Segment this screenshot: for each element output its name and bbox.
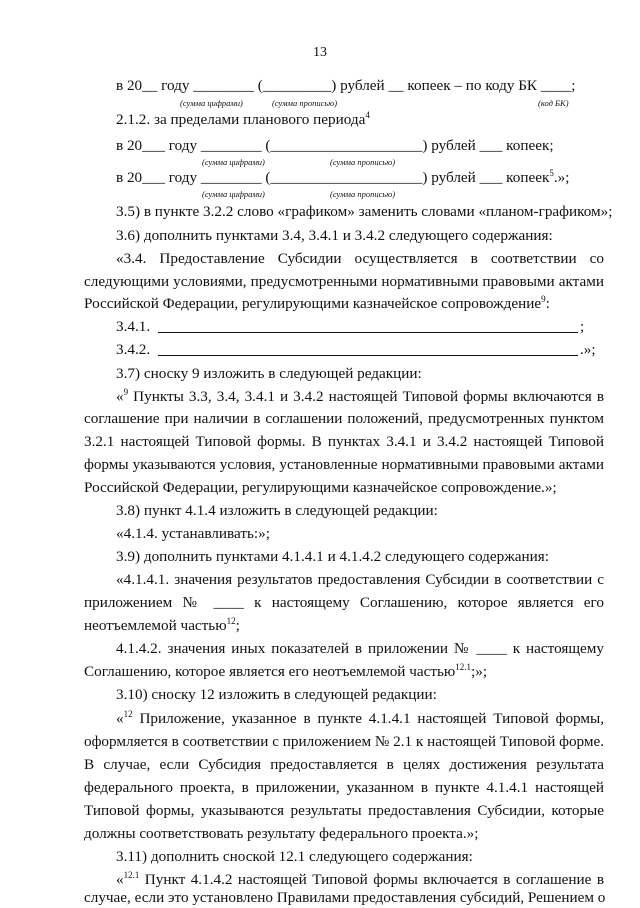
text-4-1-4-2-b: Соглашению, которое является его неотъемлемой частью bbox=[84, 663, 456, 680]
text-line-3-8: 3.8) пункт 4.1.4 изложить в следующей редакции: bbox=[116, 502, 438, 519]
text-line-4-1-4-2-b bbox=[84, 662, 604, 682]
caption-sum-words-2: (сумма прописью) bbox=[330, 157, 396, 167]
footnote-mark-12-1: 12.1 bbox=[123, 870, 140, 880]
text-fn121-a: Пункт 4.1.4.2 настоящей Типовой формы включается в соглашение в bbox=[144, 871, 604, 888]
footnote-ref-4: 4 bbox=[365, 110, 370, 120]
text-year-2: в 20___ году ________ (____________________) рублей ___ копеек bbox=[116, 169, 550, 186]
text-line-fn9-c: 3.2.1 настоящей Типовой формы. В пунктах 3.4.1 и 3.4.2 настоящей Типовой bbox=[84, 433, 604, 450]
footnote-mark-9: 9 bbox=[123, 387, 129, 397]
text-3-4-c-tail: : bbox=[545, 295, 550, 312]
text-3-4-2-label: 3.4.2. bbox=[116, 341, 151, 358]
text-line-4-1-4-1-b: приложением № ____ к настоящему Соглашению, которое является его bbox=[84, 594, 604, 611]
quote-fn9: « bbox=[116, 388, 124, 405]
text-line-fn12-a bbox=[116, 709, 604, 729]
caption-sum-digits-3: (сумма цифрами) bbox=[202, 189, 265, 199]
text-line-fn121-a bbox=[116, 870, 604, 890]
footnote-ref-5: 5 bbox=[549, 168, 554, 178]
text-line-fn121-b: случае, если это установлено Правилами предоставления субсидий, Решением о bbox=[84, 889, 606, 906]
text-outside-period: 2.1.2. за пределами планового периода bbox=[116, 111, 366, 128]
text-line-3-10: 3.10) сноску 12 изложить в следующей редакции: bbox=[116, 686, 437, 703]
text-3-4-2-end: .»; bbox=[580, 341, 596, 358]
caption-sum-words: (сумма прописью) bbox=[272, 98, 338, 108]
text-line-3-6: 3.6) дополнить пунктами 3.4, 3.4.1 и 3.4.2 следующего содержания: bbox=[116, 227, 553, 244]
footnote-ref-12: 12 bbox=[226, 616, 236, 626]
text-line-fn12-b: оформляется в соответствии с приложением № 2.1 к настоящей Типовой форме. bbox=[84, 733, 605, 750]
text-year-2-tail: .»; bbox=[553, 169, 570, 186]
text-3-4-1-label: 3.4.1. bbox=[116, 318, 151, 335]
text-3-4-c: Российской Федерации, регулирующими казначейское сопровождение bbox=[84, 295, 542, 312]
text-line-fn12-f: должны соответствовать результату федерального проекта.»; bbox=[84, 825, 479, 842]
text-line-3-9: 3.9) дополнить пунктами 4.1.4.1 и 4.1.4.2 следующего содержания: bbox=[116, 548, 549, 565]
quote-fn12: « bbox=[116, 710, 124, 727]
text-fn9-a: Пункты 3.3, 3.4, 3.4.1 и 3.4.2 настоящей Типовой формы включаются в bbox=[133, 388, 605, 405]
text-line-outside-period bbox=[116, 110, 636, 130]
text-line-3-7: 3.7) сноску 9 изложить в следующей редакции: bbox=[116, 365, 422, 382]
text-line-3-4-b: следующими условиями, предусмотренными нормативными правовыми актами bbox=[84, 273, 604, 290]
text-line-fn9-b: соглашение при наличии в соглашении положений, предусмотренных пунктом bbox=[84, 410, 604, 427]
text-line-fn12-d: федерального проекта, в приложении, указанном в пункте 4.1.4.1 настоящей bbox=[84, 779, 604, 796]
footnote-mark-12: 12 bbox=[123, 709, 133, 719]
text-line-3-11: 3.11) дополнить сноской 12.1 следующего содержания: bbox=[116, 848, 473, 865]
caption-sum-digits-2: (сумма цифрами) bbox=[202, 157, 265, 167]
text-line-fn9-a bbox=[116, 387, 604, 407]
text-line-fn12-e: Типовой формы, указываются результаты предоставления Субсидии, которые bbox=[84, 802, 604, 819]
footnote-ref-12-1: 12.1 bbox=[455, 662, 471, 672]
text-line-budget-code: в 20__ году ________ (_________) рублей __ копеек – по коду БК ____; bbox=[116, 77, 576, 94]
quote-fn121: « bbox=[116, 871, 124, 888]
text-4-1-4-1-c: неотъемлемой частью bbox=[84, 617, 227, 634]
text-line-3-4-a: «3.4. Предоставление Субсидии осуществляется в соответствии со bbox=[116, 250, 604, 267]
text-3-4-1-end: ; bbox=[580, 318, 585, 335]
text-line-4-1-4: «4.1.4. устанавливать:»; bbox=[116, 525, 270, 542]
caption-bk-code: (код БК) bbox=[538, 98, 569, 108]
text-line-3-4-c bbox=[84, 294, 604, 314]
blank-line-3-4-2 bbox=[158, 355, 578, 356]
text-line-fn9-e: Российской Федерации, регулирующими казначейское сопровождение.»; bbox=[84, 479, 557, 496]
text-fn12-a: Приложение, указанное в пункте 4.1.4.1 настоящей Типовой формы, bbox=[139, 710, 605, 727]
text-line-3-5: 3.5) в пункте 3.2.2 слово «графиком» заменить словами «планом-графиком»; bbox=[116, 203, 613, 220]
text-line-4-1-4-2-a: 4.1.4.2. значения иных показателей в приложении № ____ к настоящему bbox=[116, 640, 604, 657]
text-4-1-4-1-c-tail: ; bbox=[235, 617, 240, 634]
text-line-fn9-d: формы указываются условия, установленные нормативными правовыми актами bbox=[84, 456, 604, 473]
text-4-1-4-2-b-tail: ;»; bbox=[471, 663, 488, 680]
footnote-ref-9: 9 bbox=[541, 294, 546, 304]
page-number: 13 bbox=[313, 45, 327, 60]
text-line-year-1: в 20___ году ________ (____________________) рублей ___ копеек; bbox=[116, 137, 554, 154]
text-line-fn12-c: В случае, если Субсидия предоставляется в целях достижения результата bbox=[84, 756, 604, 773]
caption-sum-words-3: (сумма прописью) bbox=[330, 189, 396, 199]
text-line-year-2 bbox=[116, 168, 636, 188]
text-line-4-1-4-1-a: «4.1.4.1. значения результатов предоставления Субсидии в соответствии с bbox=[116, 571, 604, 588]
caption-sum-digits: (сумма цифрами) bbox=[180, 98, 243, 108]
text-line-4-1-4-1-c bbox=[84, 616, 604, 636]
blank-line-3-4-1 bbox=[158, 332, 578, 333]
